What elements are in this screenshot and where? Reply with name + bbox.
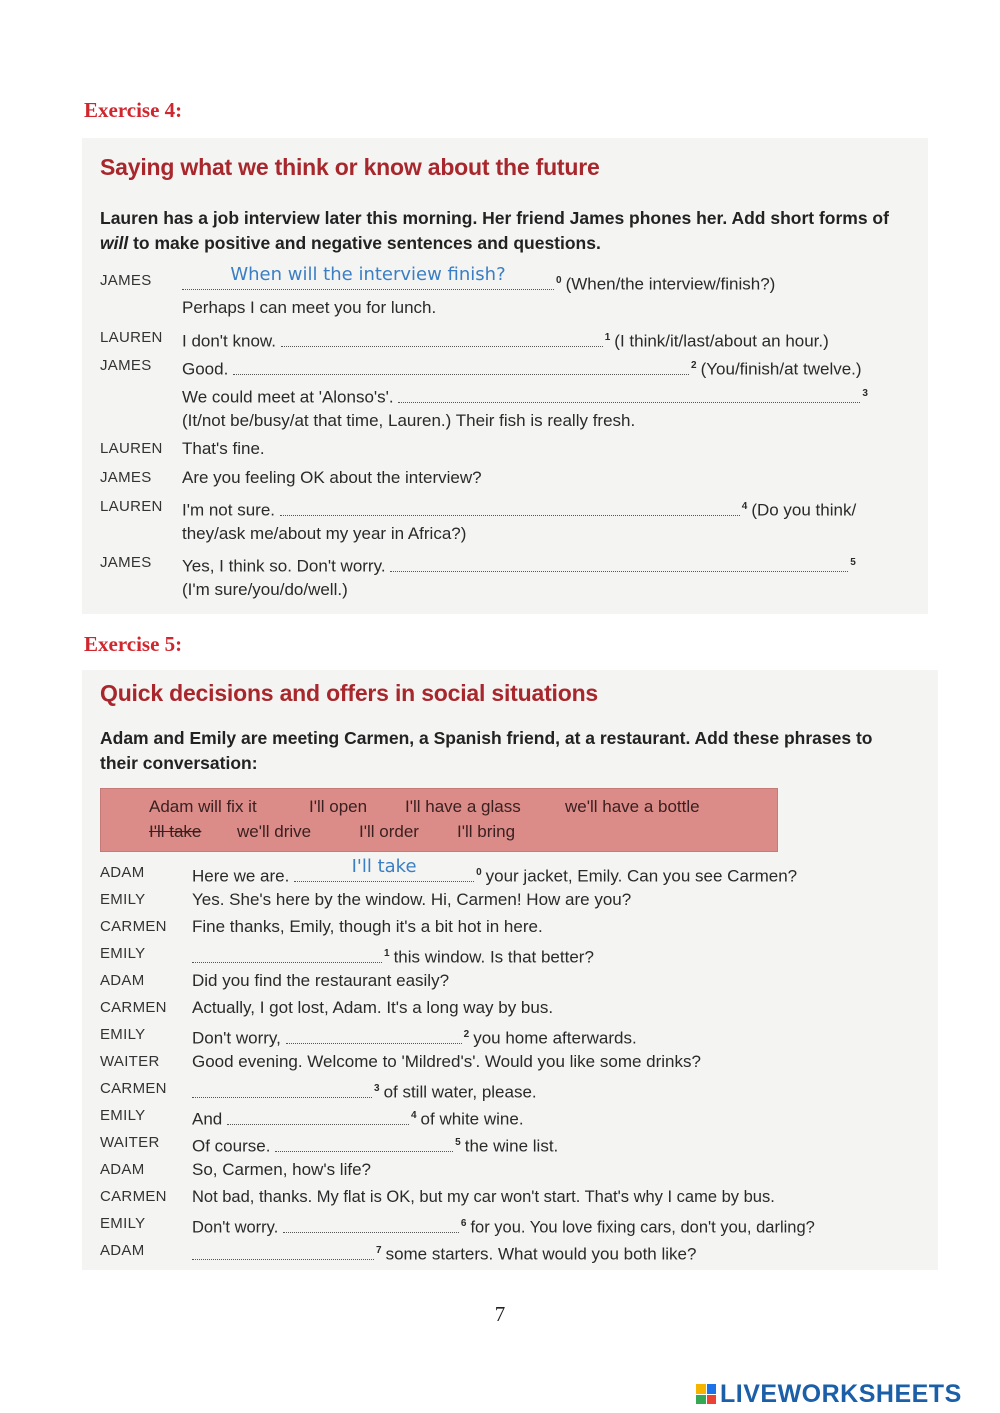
answer-blank-0[interactable]: I'll take [294,863,474,882]
answer-blank-5[interactable] [275,1133,453,1152]
answer-blank-0[interactable]: When will the interview finish? [182,271,554,290]
phrase-option[interactable]: I'll order [359,822,419,841]
speaker-label: JAMES [100,357,152,374]
speaker-label: WAITER [100,1053,160,1070]
phrase-option[interactable]: Adam will fix it [149,797,257,816]
speaker-label: LAUREN [100,440,163,457]
answer-blank-7[interactable] [192,1241,374,1260]
speaker-label: CARMEN [100,918,167,935]
speaker-label: ADAM [100,1161,145,1178]
exercise-5-title: Quick decisions and offers in social situations [100,680,599,706]
speaker-label: EMILY [100,1107,146,1124]
exercise-4-title: Saying what we think or know about the future [100,154,600,180]
speaker-label: JAMES [100,272,152,289]
exercise-5-instructions: Adam and Emily are meeting Carmen, a Spanish friend, at a restaurant. Add these phrases to their conversation: [100,728,873,773]
answer-blank-6[interactable] [283,1214,459,1233]
answer-blank-2[interactable] [286,1025,462,1044]
exercise-4-panel: Saying what we think or know about the future Lauren has a job interview later this morning. Her friend James phones her. Add short forms of will to make positive and negative sentences and questions. JAMES When will the interview finish? $^0$ (When/the interview/finish?) Perhaps I can meet you for lunch. LAUREN I don't know. $^1$ (I think/it/last/about an hour.) JAMES Good. $^2$ (You/finish/at twelve.) We could meet at 'Alonso's'. $^3$ (It/not be/busy/at that time, Lauren.) Their fish is really fresh. LAUREN That's fine. JAMES Are you feeling OK about the interview? LAUREN I'm not sure. $^4$ (Do you think/ they/ask me/about my year in Africa?) JAMES Yes, I think so. Don't worry. $^5$ (I'm sure/you/do/well.) [82,138,928,614]
phrase-option[interactable]: we'll drive [237,822,312,841]
phrase-option[interactable]: I'll open [309,797,368,816]
speaker-label: ADAM [100,1242,145,1259]
speaker-label: ADAM [100,864,145,881]
exercise-4-heading: Exercise 4: [84,98,183,122]
answer-blank-5[interactable] [390,553,848,572]
phrase-option[interactable]: I'll have a glass [405,797,521,816]
speaker-label: EMILY [100,1026,146,1043]
exercise-4-instructions: Lauren has a job interview later this morning. Her friend James phones her. Add short forms of will to make positive and negative sentences and questions. [100,208,889,253]
speaker-label: LAUREN [100,329,163,346]
speaker-label: WAITER [100,1134,160,1151]
logo-icon [696,1384,716,1404]
speaker-label: CARMEN [100,999,167,1016]
speaker-label: JAMES [100,554,152,571]
answer-blank-4[interactable] [227,1106,409,1125]
speaker-label: EMILY [100,1215,146,1232]
answer-blank-2[interactable] [233,356,689,375]
speaker-label: LAUREN [100,498,163,515]
exercise-5-panel: Quick decisions and offers in social situations Adam and Emily are meeting Carmen, a Spanish friend, at a restaurant. Add these phrases to their conversation: Adam will fix it I'll open I'll have a glass we'll have a bottle I'll take we'll drive I'll order I'll bring ADAM Here we are. I'll take $^0$ your jacket, Emily. Can you see Carmen? EMILY Yes. She's here by the window. Hi, Carmen! How are you? CARMEN Fine thanks, Emily, though it's a bit hot in here. EMILY $^1$ this window. Is that better? ADAM Did you find the restaurant easily? CARMEN Actually, I got lost, Adam. It's a long way by bus. EMILY Don't worry, $^2$ you home afterwards. WAITER Good evening. Welcome to 'Mildred's'. Would you like some drinks? CARMEN $^3$ of still water, please. EMILY And $^4$ of white wine. WAITER Of course. $^5$ the wine list. ADAM So, Carmen, how's life? CARMEN Not bad, thanks. My flat is OK, but my car won't start. That's why I came by bus. EMILY Don't worry. $^6$ for you. You love fixing cars, don't you, darling? ADAM $^7$ some starters. What would you both like? [82,670,938,1270]
liveworksheets-logo[interactable]: LIVEWORKSHEETS [696,1380,962,1408]
answer-blank-3[interactable] [398,384,860,403]
speaker-label: EMILY [100,945,146,962]
page-number: 7 [494,1302,506,1326]
answer-blank-1[interactable] [192,944,382,963]
speaker-label: ADAM [100,972,145,989]
phrase-option-used[interactable]: I'll take [149,822,202,841]
answer-blank-3[interactable] [192,1079,372,1098]
speaker-label: JAMES [100,469,152,486]
speaker-label: CARMEN [100,1080,167,1097]
answer-blank-1[interactable] [281,328,603,347]
exercise-5-heading: Exercise 5: [84,632,183,656]
phrase-option[interactable]: we'll have a bottle [565,797,700,816]
phrase-option[interactable]: I'll bring [457,822,516,841]
speaker-label: EMILY [100,891,146,908]
answer-blank-4[interactable] [280,497,740,516]
phrase-box [100,788,778,852]
speaker-label: CARMEN [100,1188,167,1205]
